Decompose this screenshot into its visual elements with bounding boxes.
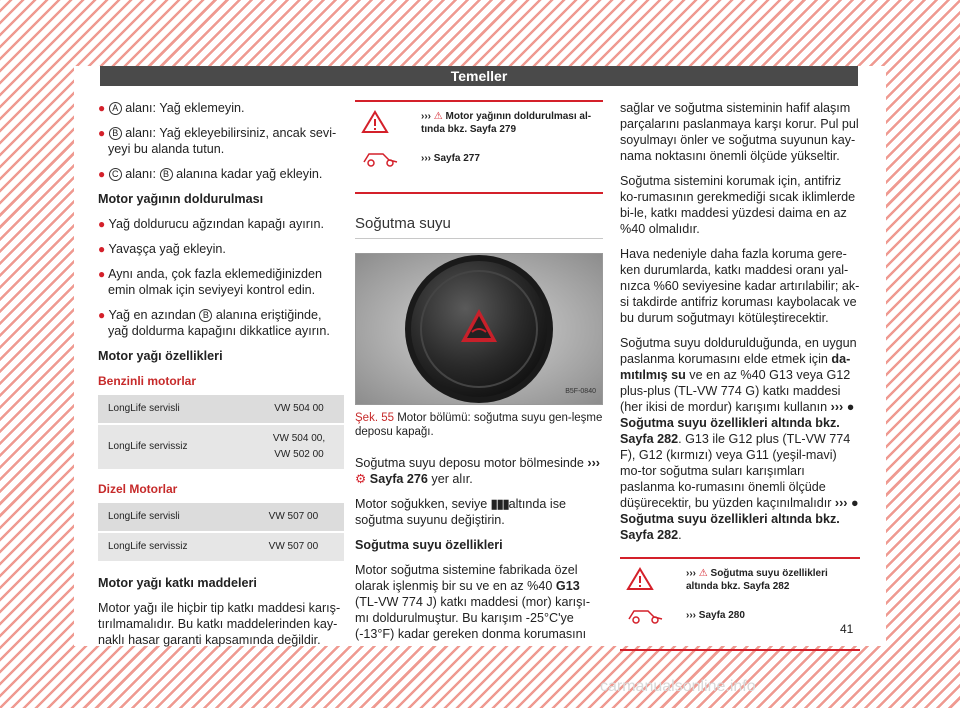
coolant-location-text: Soğutma suyu deposu motor bölmesinde ››› ⚙ Sayfa 276 yer alır.	[355, 456, 601, 486]
coolant-cap-illustration	[356, 254, 602, 404]
fill-step-4: ● Yağ en azından B alanına eriştiğinde, yağ doldurma kapağını dikkatlice ayırın.	[98, 308, 330, 338]
warning-text-oil: ››› ⚠ Motor yağının doldurulması al-tında bkz. Sayfa 279	[421, 111, 592, 135]
bullet-zone-a: ● A alanı: Yağ eklemeyin.	[98, 101, 245, 115]
fill-step-2: ● Yavaşça yağ ekleyin.	[98, 242, 226, 256]
additives-text: Motor yağı ile hiçbir tip katkı maddesi karış-tırılmamalıdır. Bu katkı maddelerinden kay-naklı hasar garanti kapsamında değildir.	[98, 601, 341, 647]
subheading-diesel: Dizel Motorlar	[98, 482, 178, 496]
heading-oil-properties: Motor yağı özellikleri	[98, 349, 223, 363]
fill-step-3: ● Aynı anda, çok fazla eklemediğinizden emin olmak için seviyeyi kontrol edin.	[98, 267, 323, 297]
diesel-oil-table	[98, 503, 344, 561]
coolant-properties-text: Motor soğutma sistemine fabrikada özel olarak işlenmiş bir su ve en az %40 G13 (TL-VW 774 J) katkı maddesi (mor) karışı-mı doldurulmuştur. Bu karışım -25°C'ye (-13°F) kadar gereken donma korumasını	[355, 563, 591, 641]
car-environment-icon: ⚙	[355, 472, 367, 486]
figure-code: B5F-0840	[565, 388, 596, 395]
coolant-para-2: Soğutma sistemini korumak için, antifriz ko-rumasının gerekmediği sıcak iklimlerde bi-le, katkı maddesi yüzdesi daima en az %40 olmalıdır.	[620, 174, 856, 236]
table-row: LongLife servisli VW 504 00	[98, 395, 344, 424]
environment-car-icon	[361, 146, 401, 172]
subheading-petrol: Benzinli motorlar	[98, 374, 197, 388]
warning-box-oil	[355, 100, 603, 194]
table-row: LongLife servisli VW 507 00	[98, 503, 344, 532]
environment-car-icon	[626, 603, 666, 629]
heading-oil-additives: Motor yağı katkı maddeleri	[98, 576, 257, 590]
warning-triangle-icon	[626, 567, 654, 595]
section-title-coolant: Soğutma suyu	[355, 216, 603, 239]
table-row: LongLife servissiz VW 507 00	[98, 532, 344, 561]
table-row: LongLife servissiz VW 504 00, VW 502 00	[98, 424, 344, 469]
environment-ref-coolant: ››› Sayfa 280	[686, 610, 745, 621]
watermark: carmanualsonline.info	[600, 678, 756, 695]
column-middle	[355, 100, 603, 651]
coolant-cap-figure	[355, 253, 603, 405]
min-level-icon: ▮▮▮	[490, 497, 509, 511]
bullet-zone-c: ● C alanı: B alanına kadar yağ ekleyin.	[98, 167, 323, 181]
coolant-para-1: sağlar ve soğutma sisteminin hafif alaşım parçalarını paslanmaya karşı korur. Pul pul soyulmayı önler ve soğutma suyunun kay-nama noktasını önemli ölçüde yükseltir.	[620, 101, 859, 163]
warning-text-coolant: ››› ⚠ Soğutma suyu özellikleri altında bkz. Sayfa 282	[686, 568, 828, 592]
bullet-zone-b: ● B alanı: Yağ ekleyebilirsiniz, ancak sevi-yeyi bu alanda tutun.	[98, 126, 337, 156]
fill-step-1: ● Yağ doldurucu ağzından kapağı ayırın.	[98, 217, 324, 231]
coolant-para-4: Soğutma suyu doldurulduğunda, en uygun paslanma korumasını elde etmek için da-mıtılmış su ve en az %40 G13 veya G12 plus-plus (TL-VW 774 G) katkı maddesi (her ikisi de mordur) karışımı kullanın ››› ● Soğutma suyu özellikleri altında bkz. Sayfa 282. G13 ile G12 plus (TL-VW 774 F), G12 (kırmızı) veya G11 (yeşil-mavi) mo-tor soğutma suları karışımları paslanma ko-rumasını önemli ölçüde düşürecektir, bu yüzden kaçınılmalıdır ››› ● Soğutma suyu özellikleri altında bkz. Sayfa 282.	[620, 336, 859, 542]
warning-box-coolant	[620, 557, 860, 651]
notice-icon: ●	[851, 496, 859, 510]
figure-caption: Şek. 55 Motor bölümü: soğutma suyu gen-leşme deposu kapağı.	[355, 412, 603, 438]
heading-oil-filling: Motor yağının doldurulması	[98, 192, 264, 206]
notice-icon: ●	[846, 400, 855, 414]
column-right	[620, 100, 860, 673]
column-left	[98, 100, 344, 657]
page-number: 41	[840, 622, 854, 636]
warning-triangle-icon	[361, 110, 389, 138]
coolant-level-text: Motor soğukken, seviye ▮▮▮altında ise soğutma suyunu değiştirin.	[355, 497, 567, 527]
environment-ref-oil: ››› Sayfa 277	[421, 153, 480, 164]
page-header: Temeller	[100, 66, 858, 86]
coolant-para-3: Hava nedeniyle daha fazla koruma gere-ken durumlarda, katkı maddesi oranı yal-nızca %60 seviyesine kadar artırılabilir; ak-si takdirde antifriz koruması kaybolacak ve bu durum soğutmayı kötüleştirecektir.	[620, 247, 860, 325]
heading-coolant-properties: Soğutma suyu özellikleri	[355, 538, 503, 552]
petrol-oil-table	[98, 395, 344, 469]
